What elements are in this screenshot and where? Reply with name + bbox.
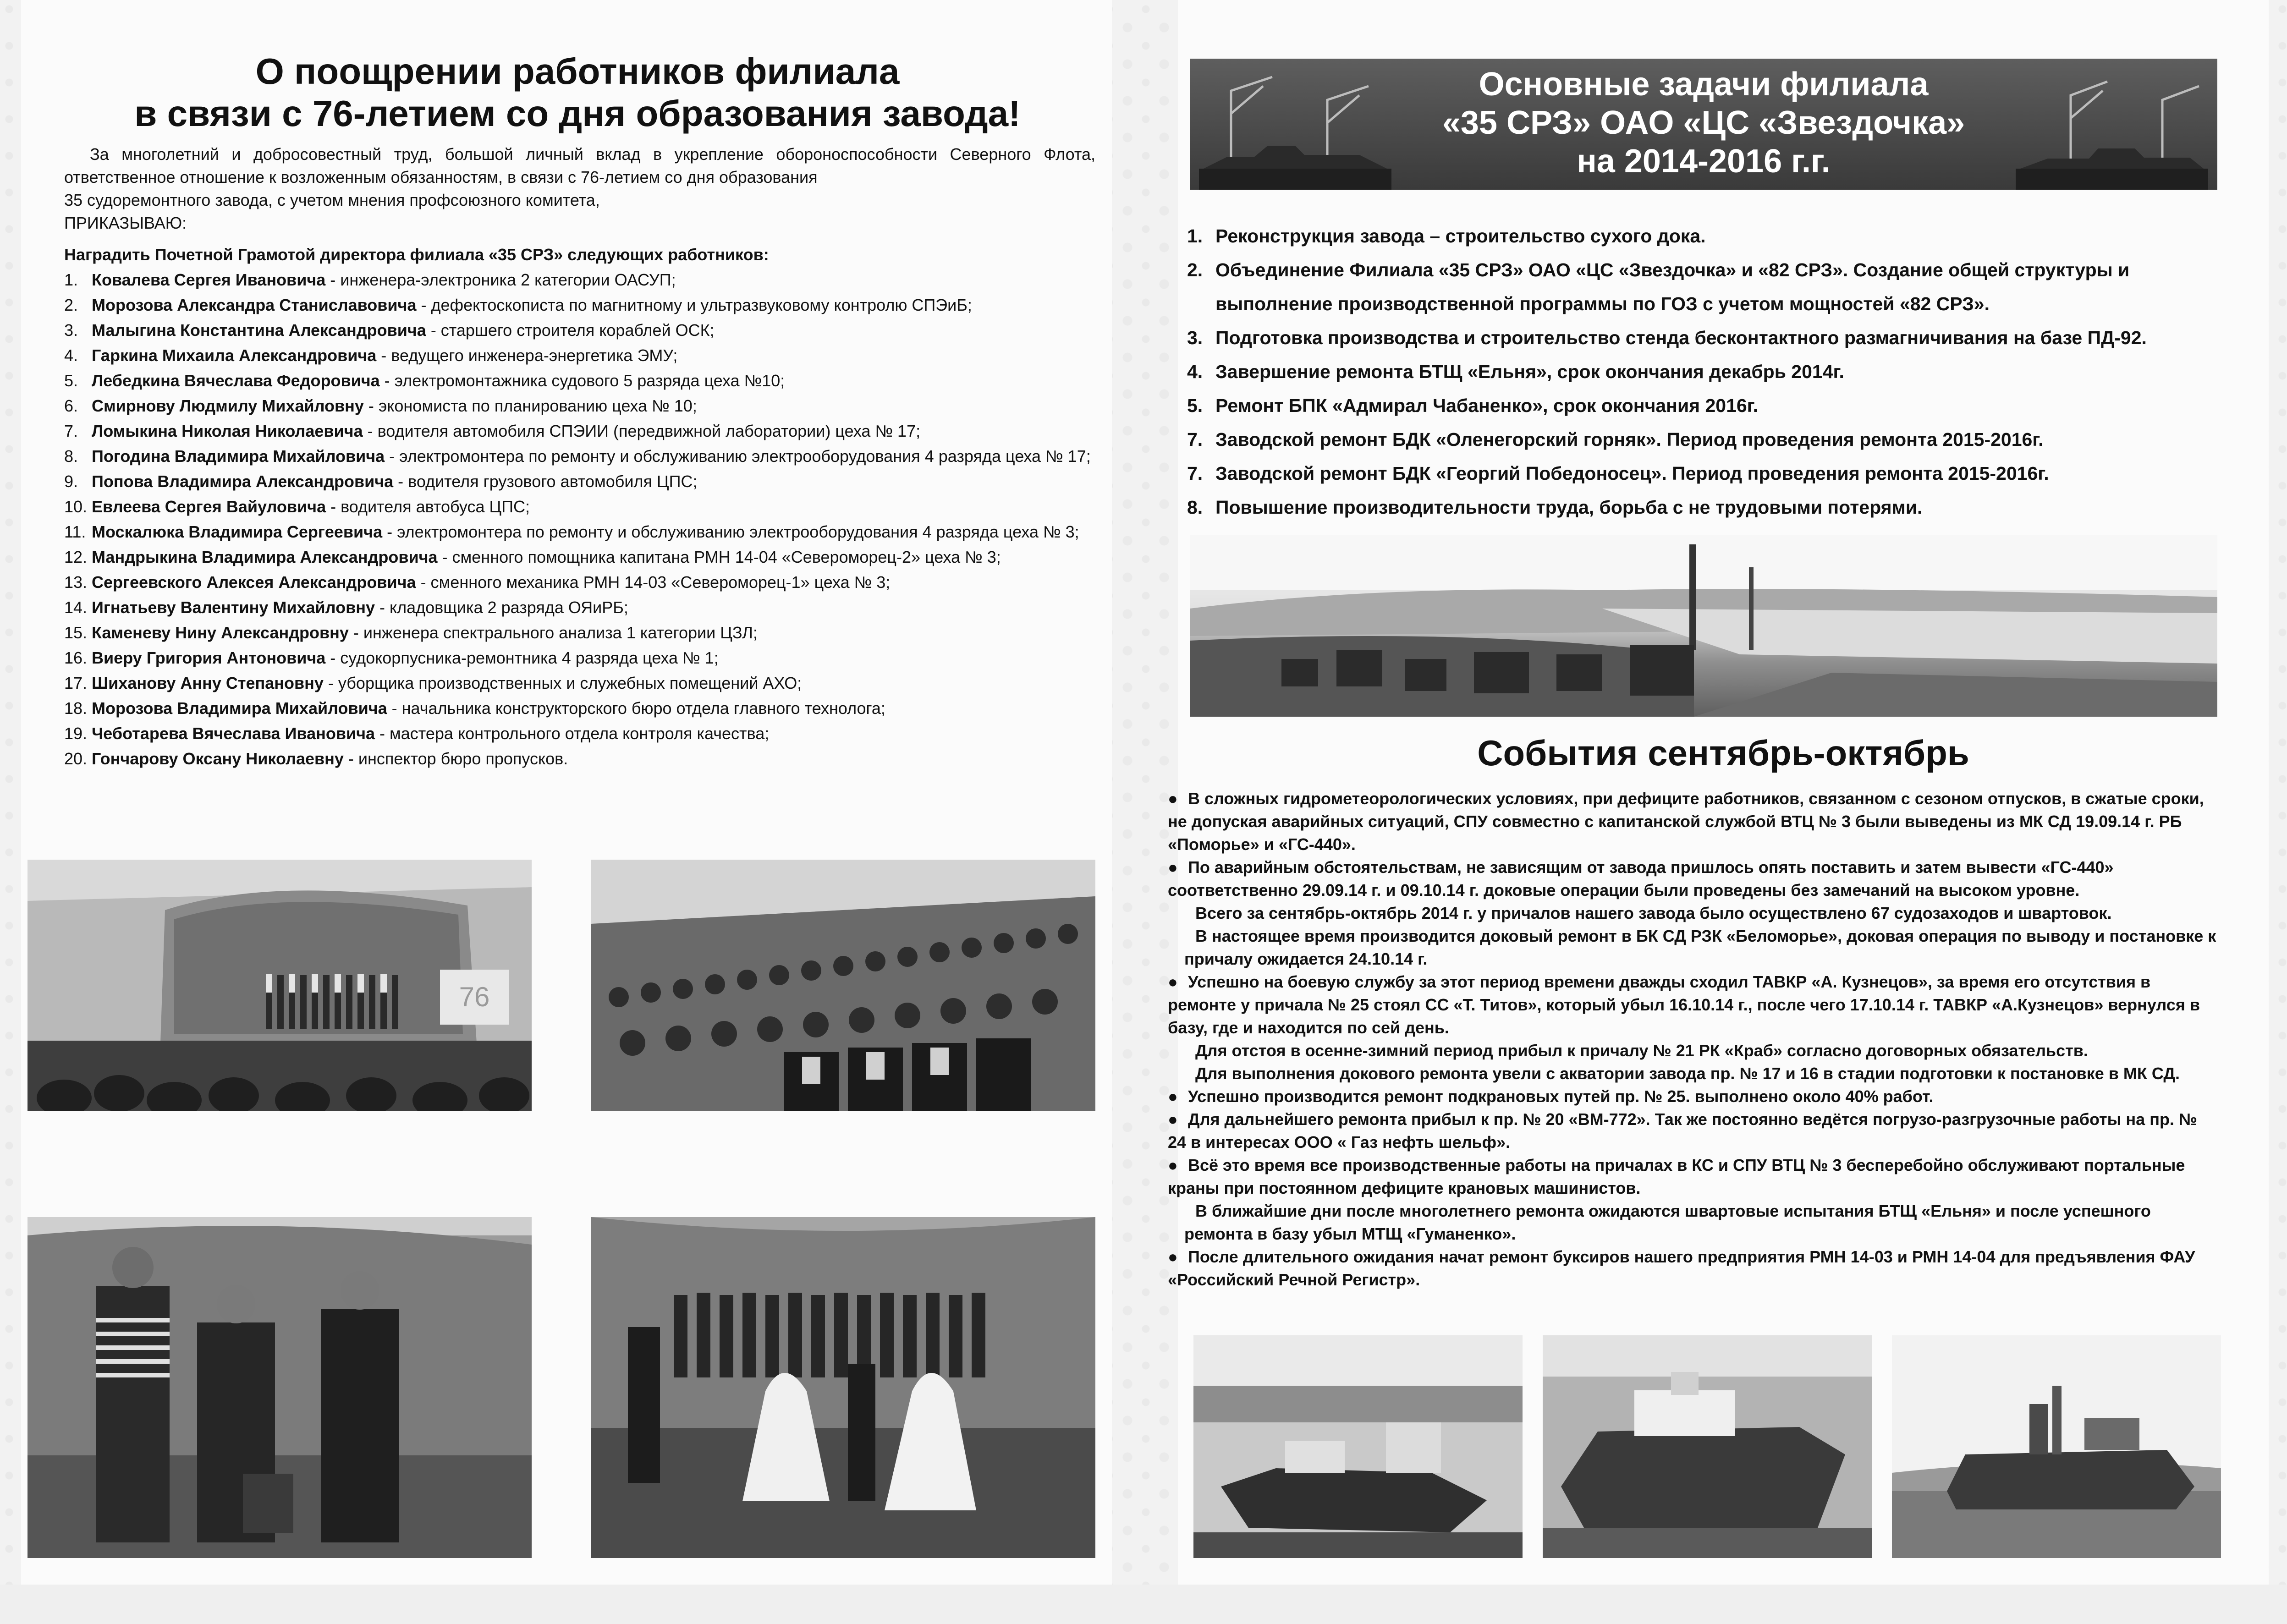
employee-role: - инженера-электроника 2 категории ОАСУП; — [325, 270, 676, 289]
task-number: 3. — [1187, 327, 1203, 348]
employee-role: - уборщика производственных и служебных помещений АХО; — [323, 674, 802, 692]
task-text: Заводской ремонт БДК «Оленегорский горняк». Период проведения ремонта 2015-2016г. — [1215, 429, 2044, 450]
employee-item — [64, 267, 1105, 292]
task-item — [1187, 456, 2232, 490]
employee-number: 20. — [64, 749, 88, 768]
employee-number: 15. — [64, 623, 88, 642]
event-paragraph — [1168, 1085, 2217, 1108]
employee-number: 3. — [64, 321, 78, 340]
event-text: После длительного ожидания начат ремонт буксиров нашего предприятия РМН 14-03 и РМН 14-04 для предъявления ФАУ «Российский Речной Регистр». — [1168, 1247, 2195, 1289]
task-text: Подготовка производства и строительство стенда бесконтактного размагничивания на базе ПД-92. — [1215, 327, 2147, 348]
employee-role: - экономиста по планированию цеха № 10; — [363, 396, 697, 415]
photo-shipyard-panorama — [1190, 535, 2217, 717]
photo-award-ceremony — [27, 1217, 532, 1558]
events-title: События сентябрь-октябрь — [1477, 733, 1969, 773]
intro-line: 35 судоремонтного завода, с учетом мнения профсоюзного комитета, — [64, 191, 600, 209]
employee-item — [64, 393, 1105, 418]
employee-text — [92, 595, 1105, 620]
event-paragraph — [1168, 856, 2217, 902]
bullet-icon: ● — [1168, 789, 1178, 808]
employee-role: - кладовщика 2 разряда ОЯиРБ; — [374, 598, 628, 617]
task-text: Реконструкция завода – строительство сухого дока. — [1215, 225, 1706, 247]
photo-tug-drydock — [1193, 1335, 1523, 1558]
employee-name: Гончарову Оксану Николаевну — [92, 749, 344, 768]
employee-text — [92, 494, 1105, 519]
order-intro — [64, 143, 1095, 235]
employee-number: 12. — [64, 548, 88, 566]
left-title-line-2: в связи с 76-летием со дня образования завода! — [134, 93, 1021, 134]
event-paragraph — [1168, 902, 2217, 925]
employee-text — [92, 444, 1105, 469]
employee-number: 10. — [64, 497, 88, 516]
task-text: Ремонт БПК «Адмирал Чабаненко», срок окончания 2016г. — [1215, 395, 1759, 416]
footer-strip — [0, 1585, 2287, 1624]
event-paragraph — [1168, 1245, 2217, 1291]
event-paragraph — [1168, 787, 2217, 856]
employee-name: Попова Владимира Александровича — [92, 472, 394, 491]
task-list — [1187, 219, 2232, 524]
employee-item — [64, 444, 1105, 469]
employee-text — [92, 267, 1105, 292]
employee-role: - инспектор бюро пропусков. — [343, 749, 568, 768]
employee-role: - электромонтера по ремонту и обслуживанию электрооборудования 4 разряда цеха № 17; — [385, 447, 1091, 466]
employee-item — [64, 519, 1105, 544]
event-text: Всего за сентябрь-октябрь 2014 г. у причалов нашего завода было осуществлено 67 судозаходов и швартовок. — [1195, 904, 2112, 922]
employee-role: - водителя автомобиля СПЭИИ (передвижной лаборатории) цеха № 17; — [363, 422, 921, 440]
banner-title-line-1: Основные задачи филиала — [1479, 66, 1929, 103]
task-item — [1187, 422, 2232, 456]
employee-name: Морозова Александра Станиславовича — [92, 296, 417, 314]
event-paragraph — [1168, 925, 2217, 971]
employee-text — [92, 696, 1105, 721]
award-heading: Наградить Почетной Грамотой директора филиала «35 СРЗ» следующих работников: — [64, 245, 769, 264]
bullet-icon: ● — [1168, 972, 1178, 991]
employee-name: Виеру Григория Антоновича — [92, 648, 326, 667]
employee-text — [92, 670, 1105, 696]
employee-item — [64, 544, 1105, 570]
employee-number: 18. — [64, 699, 88, 718]
employee-name: Лебедкина Вячеслава Федоровича — [92, 371, 380, 390]
employee-name: Сергеевского Алексея Александровича — [92, 573, 416, 592]
event-list — [1168, 787, 2217, 1291]
employee-role: - судокорпусника-ремонтника 4 разряда цеха № 1; — [325, 648, 719, 667]
employee-role: - ведущего инженера-энергетика ЭМУ; — [376, 346, 678, 365]
employee-item — [64, 570, 1105, 595]
task-number: 2. — [1187, 259, 1203, 280]
employee-role: - сменного помощника капитана РМН 14-04 «Североморец-2» цеха № 3; — [437, 548, 1001, 566]
employee-text — [92, 292, 1105, 318]
task-text: Повышение производительности труда, борьба с не трудовыми потерями. — [1215, 497, 1923, 518]
event-text: Для дальнейшего ремонта прибыл к пр. № 20 «ВМ-772». Так же постоянно ведётся погрузо-разгрузочные работы на пр. № 24 в интересах ООО « Газ нефть шельф». — [1168, 1110, 2198, 1152]
employee-role: - сменного механика РМН 14-03 «Североморец-1» цеха № 3; — [416, 573, 891, 592]
photo-vessel-at-pier — [1892, 1335, 2221, 1558]
task-number: 7. — [1187, 429, 1203, 450]
employee-role: - старшего строителя кораблей ОСК; — [426, 321, 715, 340]
task-number: 7. — [1187, 463, 1203, 484]
banner-title-line-2: «35 СРЗ» ОАО «ЦС «Звездочка» — [1442, 104, 1965, 141]
event-paragraph — [1168, 1039, 2217, 1062]
task-number: 5. — [1187, 395, 1203, 416]
task-item — [1187, 219, 2232, 253]
bullet-icon: ● — [1168, 1247, 1178, 1266]
employee-item — [64, 318, 1105, 343]
event-text: Успешно производится ремонт подкрановых путей пр. № 25. выполнено около 40% работ. — [1188, 1087, 1934, 1106]
employee-name: Ковалева Сергея Ивановича — [92, 270, 326, 289]
employee-item — [64, 343, 1105, 368]
employee-name: Морозова Владимира Михайловича — [92, 699, 387, 718]
tasks-banner — [1190, 59, 2217, 190]
photo-ship-drydock — [1543, 1335, 1872, 1558]
employee-text — [92, 393, 1105, 418]
order-word: ПРИКАЗЫВАЮ: — [64, 214, 187, 232]
employee-number: 2. — [64, 296, 78, 314]
employee-item — [64, 469, 1105, 494]
employee-number: 14. — [64, 598, 88, 617]
employee-text — [92, 469, 1105, 494]
employee-item — [64, 595, 1105, 620]
employee-item — [64, 721, 1105, 746]
employee-text — [92, 519, 1105, 544]
employee-number: 8. — [64, 447, 78, 466]
task-number: 8. — [1187, 497, 1203, 518]
employee-role: - мастера контрольного отдела контроля качества; — [375, 724, 770, 743]
employee-number: 6. — [64, 396, 78, 415]
employee-name: Малыгина Константина Александровича — [92, 321, 426, 340]
employee-name: Игнатьеву Валентину Михайловну — [92, 598, 375, 617]
employee-name: Гаркина Михаила Александровича — [92, 346, 377, 365]
employee-number: 13. — [64, 573, 88, 592]
event-paragraph — [1168, 1154, 2217, 1200]
left-title-line-1: О поощрении работников филиала — [255, 51, 900, 92]
employee-item — [64, 494, 1105, 519]
employee-item — [64, 696, 1105, 721]
employee-number: 5. — [64, 371, 78, 390]
event-paragraph — [1168, 1108, 2217, 1154]
employee-number: 4. — [64, 346, 78, 365]
employee-role: - водителя автобуса ЦПС; — [326, 497, 530, 516]
intro-paragraph: За многолетний и добросовестный труд, большой личный вклад в укрепление обороноспособности Северного Флота, ответственное отношение к возложенным обязанностям, в связи с 76-летием со дня образования — [64, 145, 1095, 187]
event-paragraph — [1168, 971, 2217, 1039]
photo-audience — [591, 860, 1095, 1111]
employee-text — [92, 620, 1105, 645]
employee-text — [92, 368, 1105, 393]
screen-text: 76 — [459, 982, 490, 1012]
employee-text — [92, 570, 1105, 595]
employee-role: - дефектоскописта по магнитному и ультразвуковому контролю СПЭиБ; — [416, 296, 972, 314]
employee-text — [92, 645, 1105, 670]
task-number: 4. — [1187, 361, 1203, 382]
employee-items — [64, 267, 1105, 771]
employee-name: Чеботарева Вячеслава Ивановича — [92, 724, 375, 743]
employee-name: Москалюка Владимира Сергеевича — [92, 522, 383, 541]
employee-number: 19. — [64, 724, 88, 743]
task-item — [1187, 389, 2232, 422]
employee-name: Евлеева Сергея Вайуловича — [92, 497, 326, 516]
employee-name: Смирнову Людмилу Михайловну — [92, 396, 364, 415]
employee-item — [64, 746, 1105, 771]
event-text: В сложных гидрометеорологических условиях, при дефиците работников, связанном с сезоном отпусков, в сжатые сроки, не допуская аварийных ситуаций, СПУ совместно с капитанской службой ВТЦ № 3 были выведены из МК СД 19.09.14 г. РБ «Поморье» и «ГС-440». — [1168, 789, 2204, 854]
photo-dance-performance — [591, 1217, 1095, 1558]
event-text: По аварийным обстоятельствам, не зависящим от завода пришлось опять поставить и затем вывести «ГС-440» соответственно 29.09.14 г. и 09.10.14 г. доковые операции были проведены без замечаний на высоком уровне. — [1168, 858, 2114, 900]
employee-role: - электромонтера по ремонту и обслуживанию электрооборудования 4 разряда цеха № 3; — [382, 522, 1079, 541]
left-title — [27, 50, 1127, 135]
employee-item — [64, 418, 1105, 444]
employee-role: - начальника конструкторского бюро отдела главного технолога; — [387, 699, 885, 718]
event-text: Всё это время все производственные работы на причалах в КС и СПУ ВТЦ № 3 бесперебойно обслуживают портальные краны при постоянном дефиците крановых машинистов. — [1168, 1156, 2185, 1197]
employee-text — [92, 721, 1105, 746]
bullet-icon: ● — [1168, 858, 1178, 877]
employee-item — [64, 292, 1105, 318]
event-text: Для отстоя в осенне-зимний период прибыл к причалу № 21 РК «Краб» согласно договорных обязательств. — [1195, 1041, 2088, 1060]
bullet-icon: ● — [1168, 1110, 1178, 1129]
task-text: Заводской ремонт БДК «Георгий Победоносец». Период проведения ремонта 2015-2016г. — [1215, 463, 2049, 484]
employee-name: Мандрыкина Владимира Александровича — [92, 548, 438, 566]
employee-number: 7. — [64, 422, 78, 440]
event-text: Для выполнения докового ремонта увели с акватории завода пр. № 17 и 16 в стадии подготовки к постановке в МК СД. — [1195, 1064, 2180, 1083]
task-item — [1187, 490, 2232, 524]
event-paragraph — [1168, 1062, 2217, 1085]
banner-title-line-3: на 2014-2016 г.г. — [1577, 143, 1831, 180]
task-number: 1. — [1187, 225, 1203, 247]
task-item — [1187, 355, 2232, 389]
event-text: Успешно на боевую службу за этот период времени дважды сходил ТАВКР «А. Кузнецов», за время его отсутствия в ремонте у причала № 25 стоял СС «Т. Титов», который убыл 16.10.14 г., после чего 17.10.14 г. ТАВКР «А.Кузнецов» вернулся в базу, где и находится по сей день. — [1168, 972, 2200, 1037]
task-text: Завершение ремонта БТЩ «Ельня», срок окончания декабрь 2014г. — [1215, 361, 1844, 382]
employee-role: - электромонтажника судового 5 разряда цеха №10; — [379, 371, 785, 390]
employee-name: Шиханову Анну Степановну — [92, 674, 324, 692]
employee-number: 16. — [64, 648, 88, 667]
bullet-icon: ● — [1168, 1156, 1178, 1174]
employee-item — [64, 670, 1105, 696]
employee-list — [64, 242, 1105, 771]
event-text: В настоящее время производится доковый ремонт в БК СД РЗК «Беломорье», доковая операция по выводу и постановке к причалу ожидается 24.10.14 г. — [1184, 927, 2216, 968]
employee-text — [92, 318, 1105, 343]
bullet-icon: ● — [1168, 1087, 1178, 1106]
employee-role: - инженера спектрального анализа 1 категории ЦЗЛ; — [348, 623, 758, 642]
employee-number: 9. — [64, 472, 78, 491]
task-item — [1187, 321, 2232, 355]
task-item — [1187, 253, 2232, 321]
event-paragraph — [1168, 1200, 2217, 1245]
task-text: Объединение Филиала «35 СРЗ» ОАО «ЦС «Звездочка» и «82 СРЗ». Создание общей структуры и выполнение производственной программы по ГОЗ с учетом мощностей «82 СРЗ». — [1215, 259, 2130, 314]
employee-number: 11. — [64, 522, 86, 541]
employee-number: 17. — [64, 674, 88, 692]
event-text: В ближайшие дни после многолетнего ремонта ожидаются швартовые испытания БТЩ «Ельня» и после успешного ремонта в базу убыл МТЩ «Гуманенко». — [1184, 1202, 2151, 1243]
employee-name: Ломыкина Николая Николаевича — [92, 422, 363, 440]
employee-item — [64, 368, 1105, 393]
employee-text — [92, 746, 1105, 771]
employee-name: Погодина Владимира Михайловича — [92, 447, 385, 466]
employee-text — [92, 544, 1105, 570]
employee-text — [92, 343, 1105, 368]
employee-number: 1. — [64, 270, 78, 289]
employee-name: Каменеву Нину Александровну — [92, 623, 349, 642]
banner-title — [1190, 65, 2217, 181]
photo-stage-choir — [27, 860, 532, 1111]
employee-text — [92, 418, 1105, 444]
employee-item — [64, 645, 1105, 670]
employee-item — [64, 620, 1105, 645]
employee-role: - водителя грузового автомобиля ЦПС; — [393, 472, 698, 491]
